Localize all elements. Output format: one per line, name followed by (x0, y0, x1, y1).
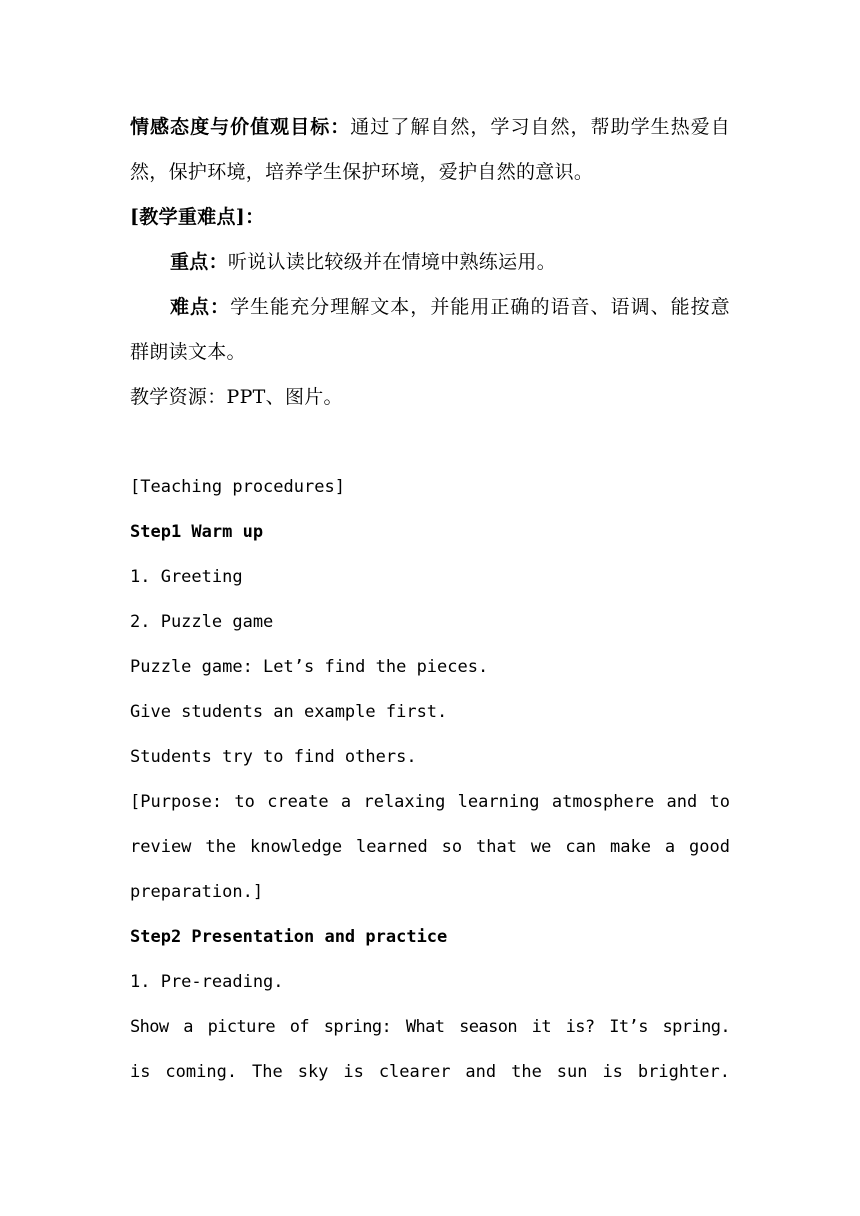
blank-line (130, 420, 730, 465)
purpose-line-3: preparation.] (130, 882, 264, 902)
purpose-line-1: [Purpose: to create a relaxing learning atmosphere and to (130, 792, 730, 812)
emotion-goal-label: 情感态度与价值观目标： (130, 116, 351, 138)
purpose-line-2: review the knowledge learned so that we can make a good (130, 837, 730, 857)
key-points-heading: [教学重难点]： (130, 206, 265, 228)
key-point-label: 重点： (170, 251, 228, 273)
spring-line-2: is coming. The sky is clearer and the sun is brighter. (130, 1062, 730, 1082)
others-instruction: Students try to find others. (130, 747, 417, 767)
difficult-point-line-2: 群朗读文本。 (130, 341, 246, 363)
difficult-point-label: 难点： (170, 296, 231, 318)
difficult-point-line-1 (130, 285, 730, 330)
emotion-goal-line-2: 然，保护环境，培养学生保护环境，爱护自然的意识。 (130, 161, 594, 183)
spring-line-1: Show a picture of spring: What season it is? It’s spring. (130, 1017, 730, 1037)
key-point-line (130, 240, 730, 285)
pre-reading-item: 1. Pre-reading. (130, 972, 284, 992)
step2-heading: Step2 Presentation and practice (130, 927, 448, 947)
teaching-resources: 教学资源：PPT、图片。 (130, 386, 343, 408)
example-instruction: Give students an example first. (130, 702, 448, 722)
step1-item-puzzle: 2. Puzzle game (130, 612, 274, 632)
step1-item-greeting: 1. Greeting (130, 567, 243, 587)
procedures-heading: [Teaching procedures] (130, 477, 345, 497)
step1-heading: Step1 Warm up (130, 522, 264, 542)
emotion-goal-text: 通过了解自然，学习自然，帮助学生热爱自 (350, 116, 730, 138)
emotion-goal-line-1 (130, 105, 730, 150)
key-point-text: 听说认读比较级并在情境中熟练运用。 (227, 251, 557, 273)
document-page (130, 105, 730, 1095)
difficult-point-text: 学生能充分理解文本，并能用正确的语音、语调、能按意 (230, 296, 730, 318)
puzzle-instruction: Puzzle game: Let’s find the pieces. (130, 657, 489, 677)
